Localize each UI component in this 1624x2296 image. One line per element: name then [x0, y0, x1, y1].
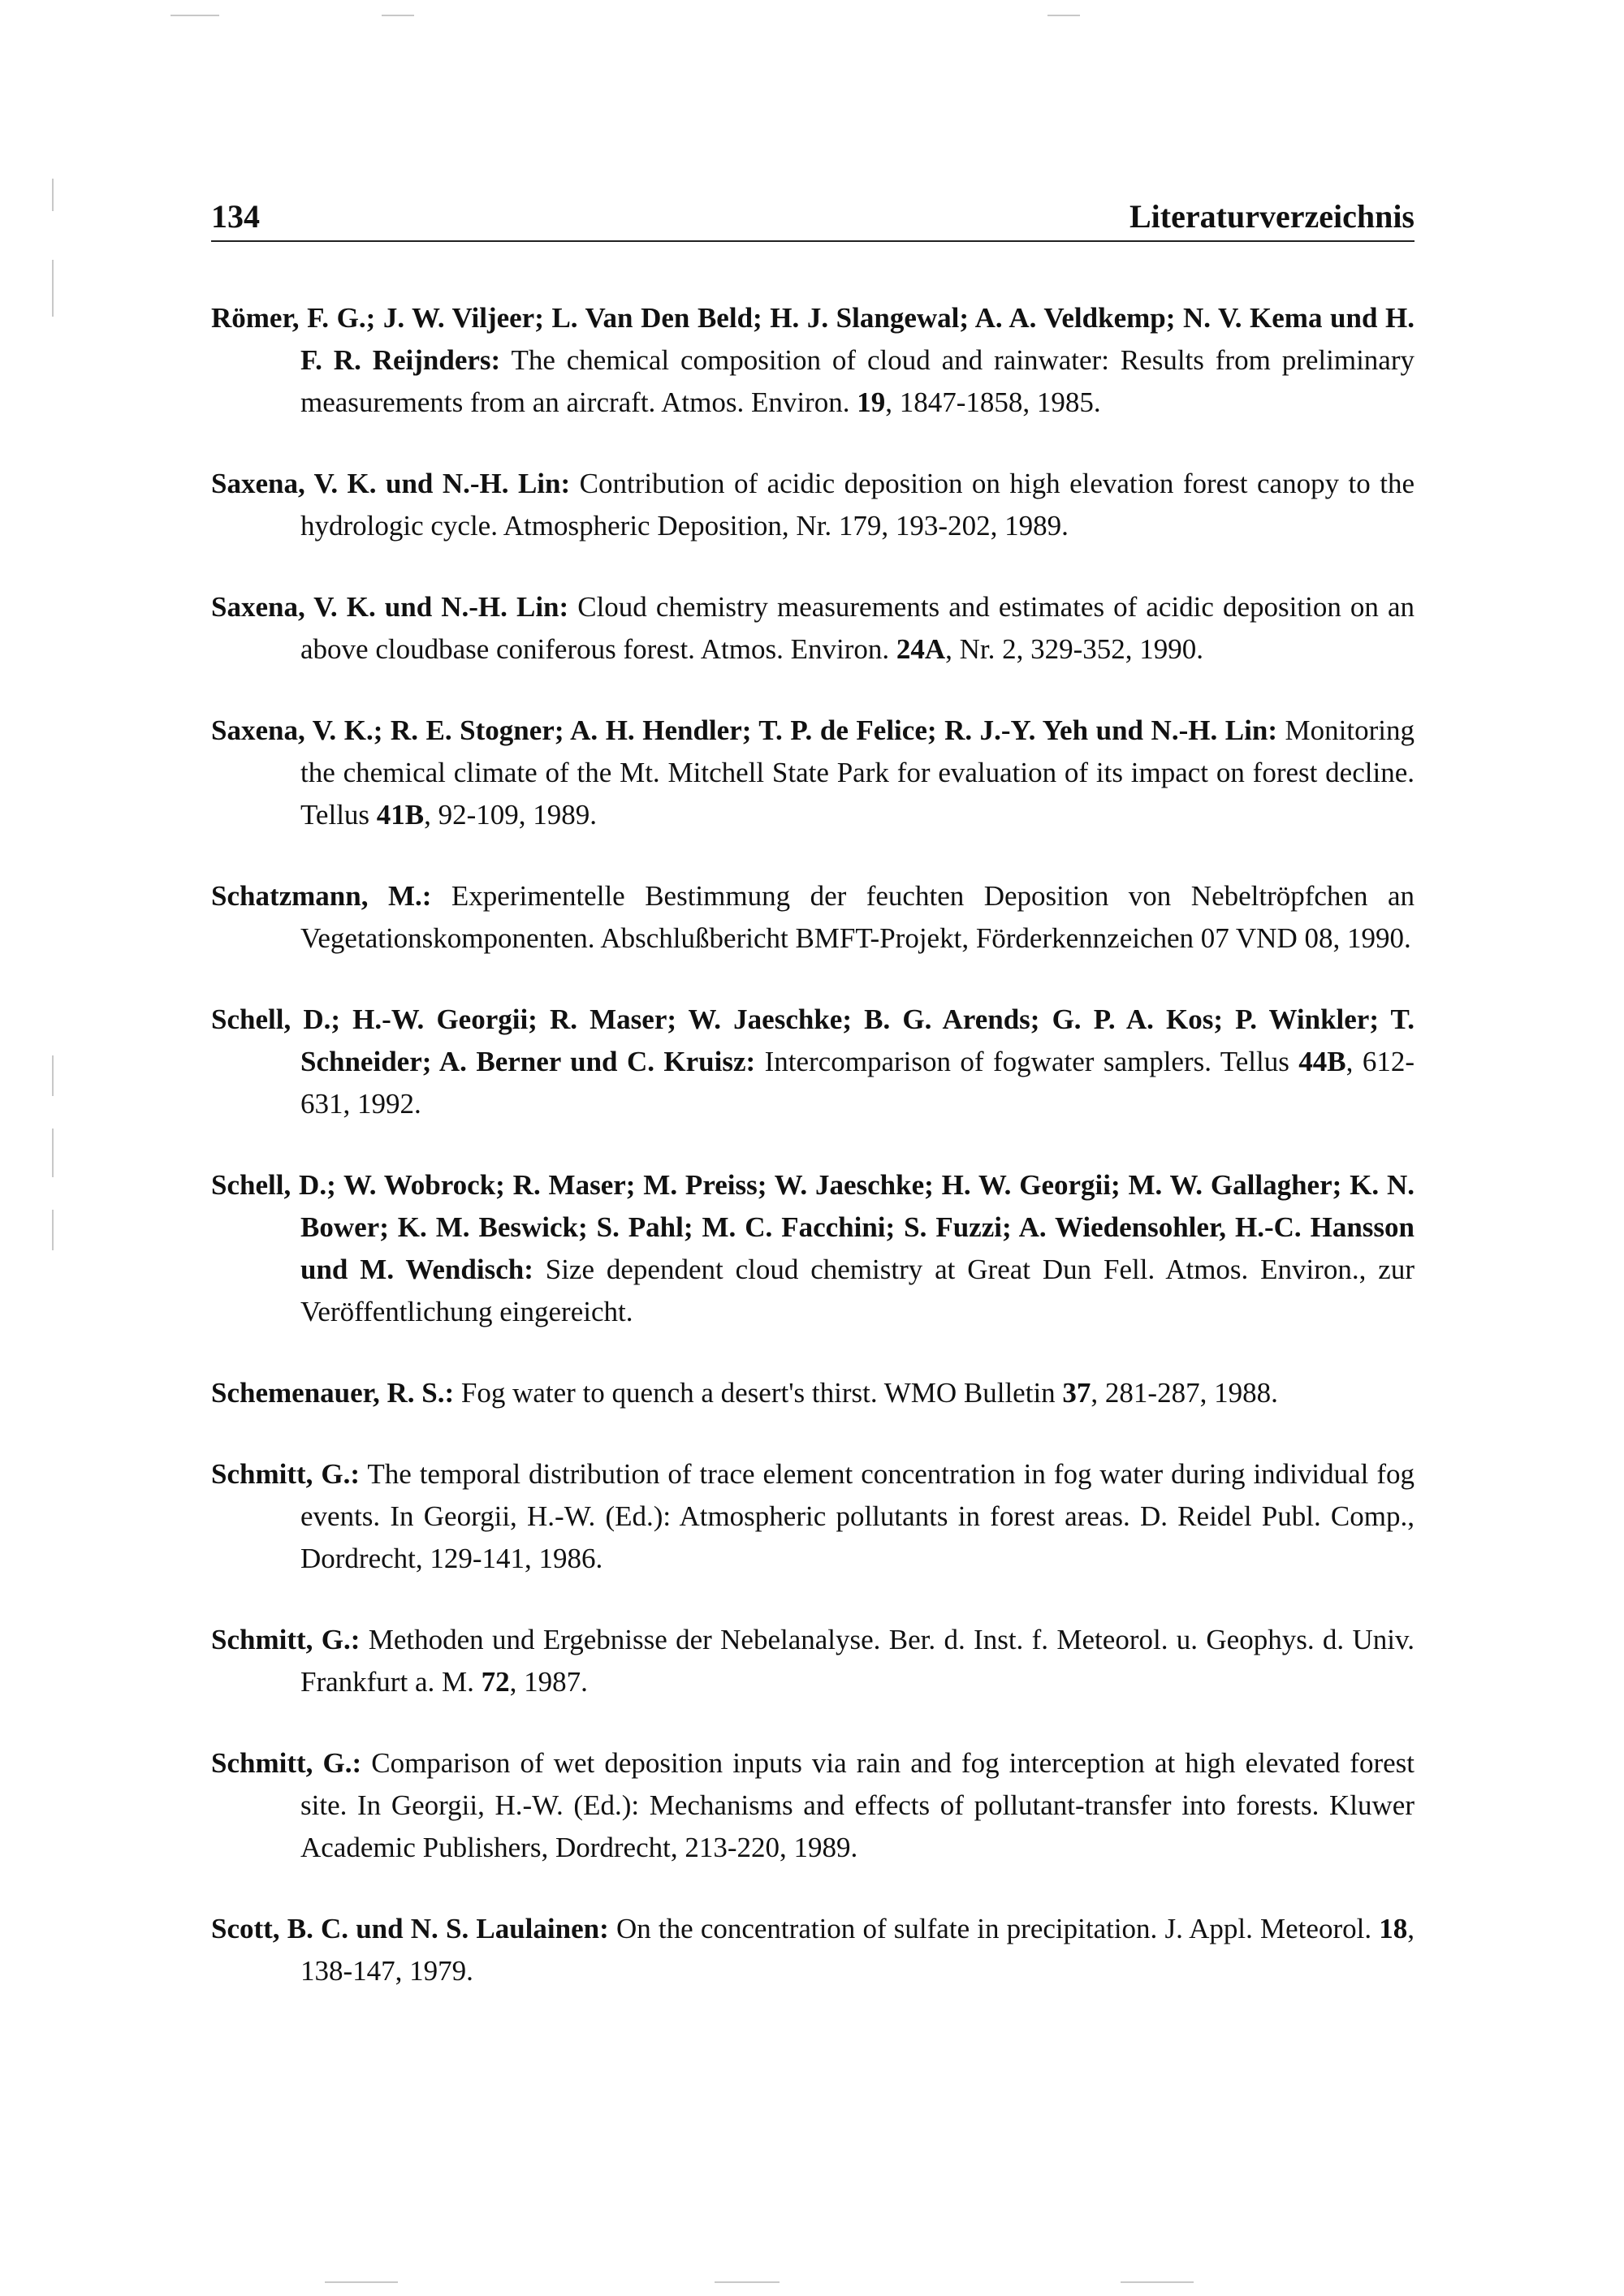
reference-tail: , 281-287, 1988.	[1091, 1377, 1278, 1409]
running-title: Literaturverzeichnis	[1129, 198, 1415, 235]
reference-entry	[211, 999, 1415, 1125]
reference-volume: 37	[1062, 1377, 1091, 1409]
page-header	[211, 195, 1415, 242]
reference-authors: Saxena, V. K. und N.-H. Lin:	[211, 591, 569, 623]
reference-text: Contribution of acidic deposition on high elevation forest canopy to the hydrologic cycle. Atmospheric Deposition, Nr. 179, 193-202, 1989.	[300, 468, 1415, 542]
reference-entry	[211, 463, 1415, 547]
reference-tail: , 612-631, 1992.	[300, 1046, 1415, 1120]
reference-text: Comparison of wet deposition inputs via rain and fog interception at high elevated forest site. In Georgii, H.-W. (Ed.): Mechanisms and effects of pollutant-transfer into forests. Kluwer Academic Publishers, Dordrecht, 213-220, 1989.	[300, 1747, 1415, 1863]
scan-artifact-left-4	[52, 1129, 54, 1177]
reference-entry	[211, 297, 1415, 424]
reference-text: Fog water to quench a desert's thirst. WMO Bulletin	[454, 1377, 1063, 1409]
page-number: 134	[211, 198, 260, 235]
reference-authors: Schell, D.; W. Wobrock; R. Maser; M. Preiss; W. Jaeschke; H. W. Georgii; M. W. Gallagher; K. N. Bower; K. M. Beswick; S. Pahl; M. C. Facchini; S. Fuzzi; A. Wiedensohler, H.-C. Hansson und M. Wendisch:	[211, 1169, 1415, 1285]
reference-volume: 24A	[896, 633, 946, 665]
reference-authors: Schmitt, G.:	[211, 1624, 361, 1655]
reference-entry	[211, 1908, 1415, 1992]
reference-tail: , 138-147, 1979.	[300, 1913, 1415, 1987]
reference-volume: 41B	[376, 799, 425, 831]
reference-authors: Römer, F. G.; J. W. Viljeer; L. Van Den Beld; H. J. Slangewal; A. A. Veldkemp; N. V. Kema und H. F. R. Reijnders:	[211, 302, 1415, 376]
reference-text: Size dependent cloud chemistry at Great Dun Fell. Atmos. Environ., zur Veröffentlichung eingereicht.	[300, 1254, 1415, 1327]
reference-tail: , Nr. 2, 329-352, 1990.	[945, 633, 1204, 665]
reference-text: Cloud chemistry measurements and estimates of acidic deposition on an above cloudbase coniferous forest. Atmos. Environ.	[300, 591, 1415, 665]
reference-authors: Schell, D.; H.-W. Georgii; R. Maser; W. Jaeschke; B. G. Arends; G. P. A. Kos; P. Winkler; T. Schneider; A. Berner und C. Kruisz:	[211, 1003, 1415, 1077]
reference-entry	[211, 1453, 1415, 1580]
reference-authors: Schmitt, G.:	[211, 1747, 362, 1779]
reference-authors: Schmitt, G.:	[211, 1458, 360, 1490]
scan-artifact-left-2	[52, 260, 54, 317]
reference-text: The temporal distribution of trace element concentration in fog water during individual fog events. In Georgii, H.-W. (Ed.): Atmospheric pollutants in forest areas. D. Reidel Publ. Comp., Dordrecht, 129-141, 1986.	[300, 1458, 1415, 1574]
scan-artifact-bottom-3	[1121, 2281, 1194, 2283]
reference-text: Methoden und Ergebnisse der Nebelanalyse. Ber. d. Inst. f. Meteorol. u. Geophys. d. Univ. Frankfurt a. M.	[300, 1624, 1415, 1698]
reference-authors: Saxena, V. K.; R. E. Stogner; A. H. Hendler; T. P. de Felice; R. J.-Y. Yeh und N.-H. Lin:	[211, 714, 1277, 746]
reference-entry	[211, 1619, 1415, 1703]
reference-tail: , 1987.	[509, 1666, 588, 1698]
reference-volume: 18	[1379, 1913, 1408, 1944]
reference-entry	[211, 1372, 1415, 1414]
scan-artifact-left-1	[52, 179, 54, 211]
reference-authors: Scott, B. C. und N. S. Laulainen:	[211, 1913, 609, 1944]
scan-artifact-top-3	[1047, 15, 1080, 16]
reference-text: Monitoring the chemical climate of the Mt. Mitchell State Park for evaluation of its impact on forest decline. Tellus	[300, 714, 1415, 831]
reference-tail: , 1847-1858, 1985.	[885, 386, 1101, 418]
scan-artifact-bottom-2	[715, 2281, 780, 2283]
reference-authors: Schemenauer, R. S.:	[211, 1377, 455, 1409]
reference-entry	[211, 1742, 1415, 1869]
scan-artifact-bottom-1	[325, 2281, 398, 2283]
reference-text: The chemical composition of cloud and rainwater: Results from preliminary measurements from an aircraft. Atmos. Environ.	[300, 344, 1415, 418]
reference-volume: 72	[481, 1666, 510, 1698]
reference-authors: Saxena, V. K. und N.-H. Lin:	[211, 468, 571, 499]
reference-volume: 19	[857, 386, 886, 418]
scan-artifact-top-1	[171, 15, 219, 16]
reference-entry	[211, 710, 1415, 836]
reference-list	[211, 297, 1415, 2031]
scan-artifact-left-5	[52, 1210, 54, 1250]
reference-text: Experimentelle Bestimmung der feuchten Deposition von Nebeltröpfchen an Vegetationskomponenten. Abschlußbericht BMFT-Projekt, Förderkennzeichen 07 VND 08, 1990.	[300, 880, 1415, 954]
scan-artifact-top-2	[382, 15, 414, 16]
reference-entry	[211, 586, 1415, 671]
reference-entry	[211, 875, 1415, 960]
reference-text: Intercomparison of fogwater samplers. Tellus	[755, 1046, 1299, 1077]
reference-entry	[211, 1164, 1415, 1333]
reference-tail: , 92-109, 1989.	[424, 799, 598, 831]
reference-text: On the concentration of sulfate in precipitation. J. Appl. Meteorol.	[608, 1913, 1380, 1944]
reference-authors: Schatzmann, M.:	[211, 880, 432, 912]
scan-artifact-left-3	[52, 1055, 54, 1096]
reference-volume: 44B	[1298, 1046, 1346, 1077]
